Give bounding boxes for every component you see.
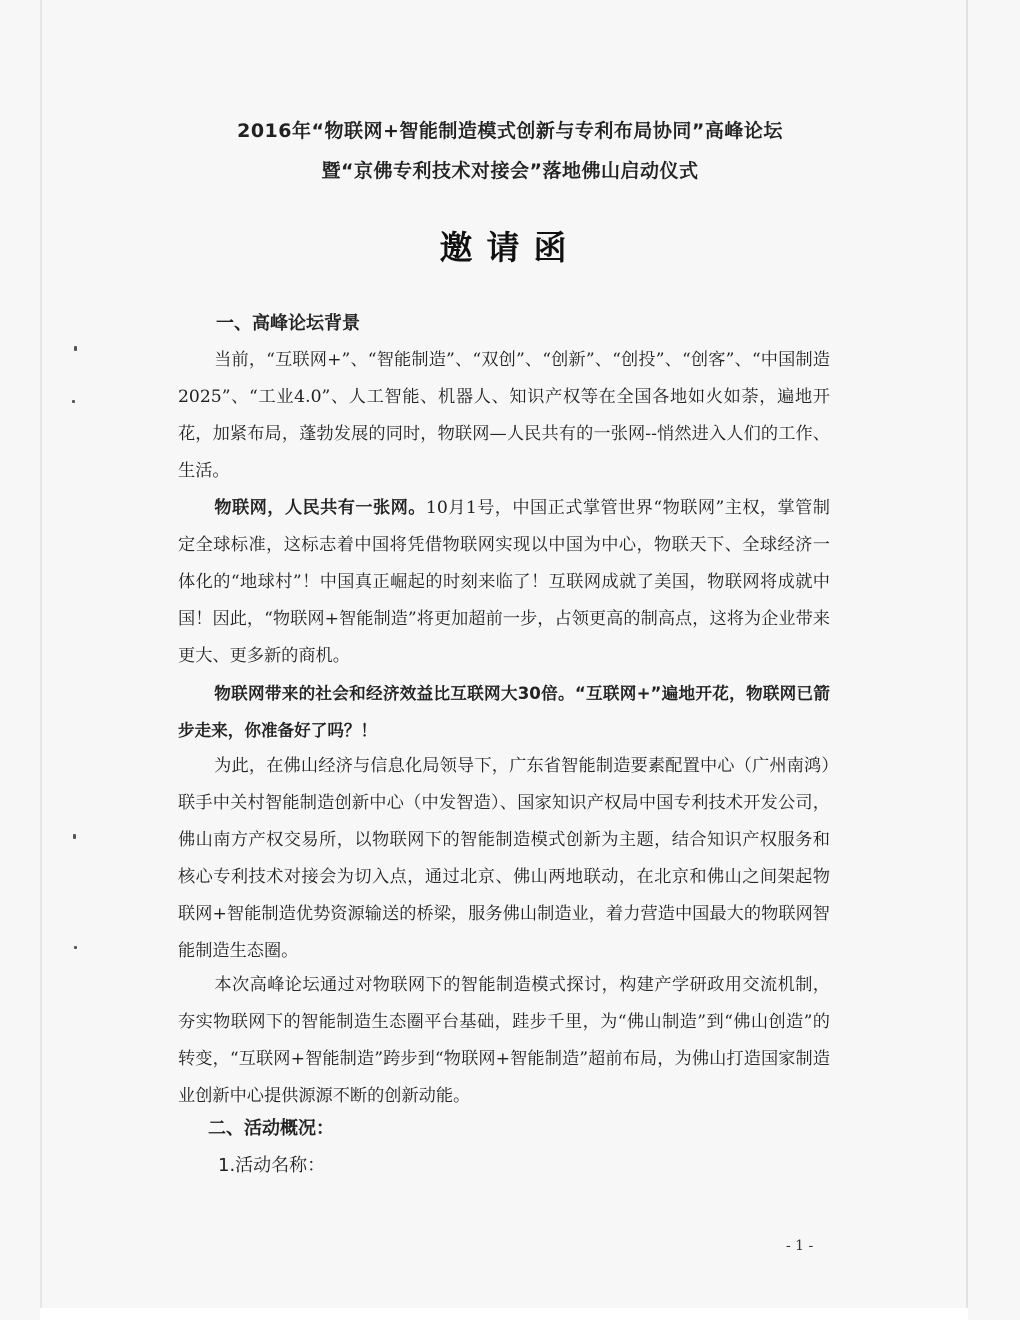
paragraph-2-lead: 物联网，人民共有一张网。 (214, 498, 426, 518)
paragraph-1-text: 当前，“互联网+”、“智能制造”、“双创”、“创新”、“创投”、“创客”、“中国制造2025”、“工业4.0”、人工智能、机器人、知识产权等在全国各地如火如荼，遍地开花，加紧布局，蓬勃发展的同时，物联网—人民共有的一张网--悄然进入人们的工作、生活。 (178, 350, 830, 481)
paragraph-3 (178, 675, 830, 749)
section-1-heading: 一、高峰论坛背景 (216, 313, 360, 334)
paragraph-1 (178, 342, 830, 490)
scan-speck (74, 346, 77, 351)
scan-speck (72, 400, 75, 403)
scan-edge-right (966, 0, 968, 1310)
paragraph-3-text: 物联网带来的社会和经济效益比互联网大30倍。“互联网+”遍地开花，物联网已箭步走来，你准备好了吗？！ (178, 684, 830, 740)
paragraph-4 (178, 748, 830, 970)
paragraph-2-text: 10月1号，中国正式掌管世界“物联网”主权，掌管制定全球标准，这标志着中国将凭借物联网实现以中国为中心，物联天下、全球经济一体化的“地球村”！中国真正崛起的时刻来临了！互联网成就了美国，物联网将成就中国！因此，“物联网+智能制造”将更加超前一步，占领更高的制高点，这将为企业带来更大、更多新的商机。 (178, 498, 830, 666)
scan-speck (74, 946, 77, 949)
title-line-1: 2016年“物联网+智能制造模式创新与专利布局协同”高峰论坛 (237, 120, 783, 142)
scan-bottom-margin (40, 1308, 968, 1320)
invitation-title: 邀请函 (439, 228, 581, 267)
paragraph-2 (178, 490, 830, 675)
paragraph-5-text: 本次高峰论坛通过对物联网下的智能制造模式探讨，构建产学研政用交流机制，夯实物联网下的智能制造生态圈平台基础，跬步千里，为“佛山制造”到“佛山创造”的转变，“互联网+智能制造”跨步到“物联网+智能制造”超前布局，为佛山打造国家制造业创新中心提供源源不断的创新动能。 (178, 975, 830, 1106)
scan-edge-left (40, 0, 42, 1310)
subsection-1-heading: 1.活动名称： (218, 1155, 326, 1176)
scan-speck (73, 834, 76, 839)
paragraph-5 (178, 967, 830, 1115)
section-2-heading: 二、活动概况： (208, 1118, 334, 1139)
page-number: - 1 - (786, 1238, 814, 1254)
title-line-2: 暨“京佛专利技术对接会”落地佛山启动仪式 (321, 160, 699, 182)
paragraph-4-text: 为此，在佛山经济与信息化局领导下，广东省智能制造要素配置中心（广州南鸿）联手中关村智能制造创新中心（中发智造）、国家知识产权局中国专利技术开发公司，佛山南方产权交易所，以物联网下的智能制造模式创新为主题，结合知识产权服务和核心专利技术对接会为切入点，通过北京、佛山两地联动，在北京和佛山之间架起物联网+智能制造优势资源输送的桥梁，服务佛山制造业，着力营造中国最大的物联网智能制造生态圈。 (178, 756, 830, 961)
